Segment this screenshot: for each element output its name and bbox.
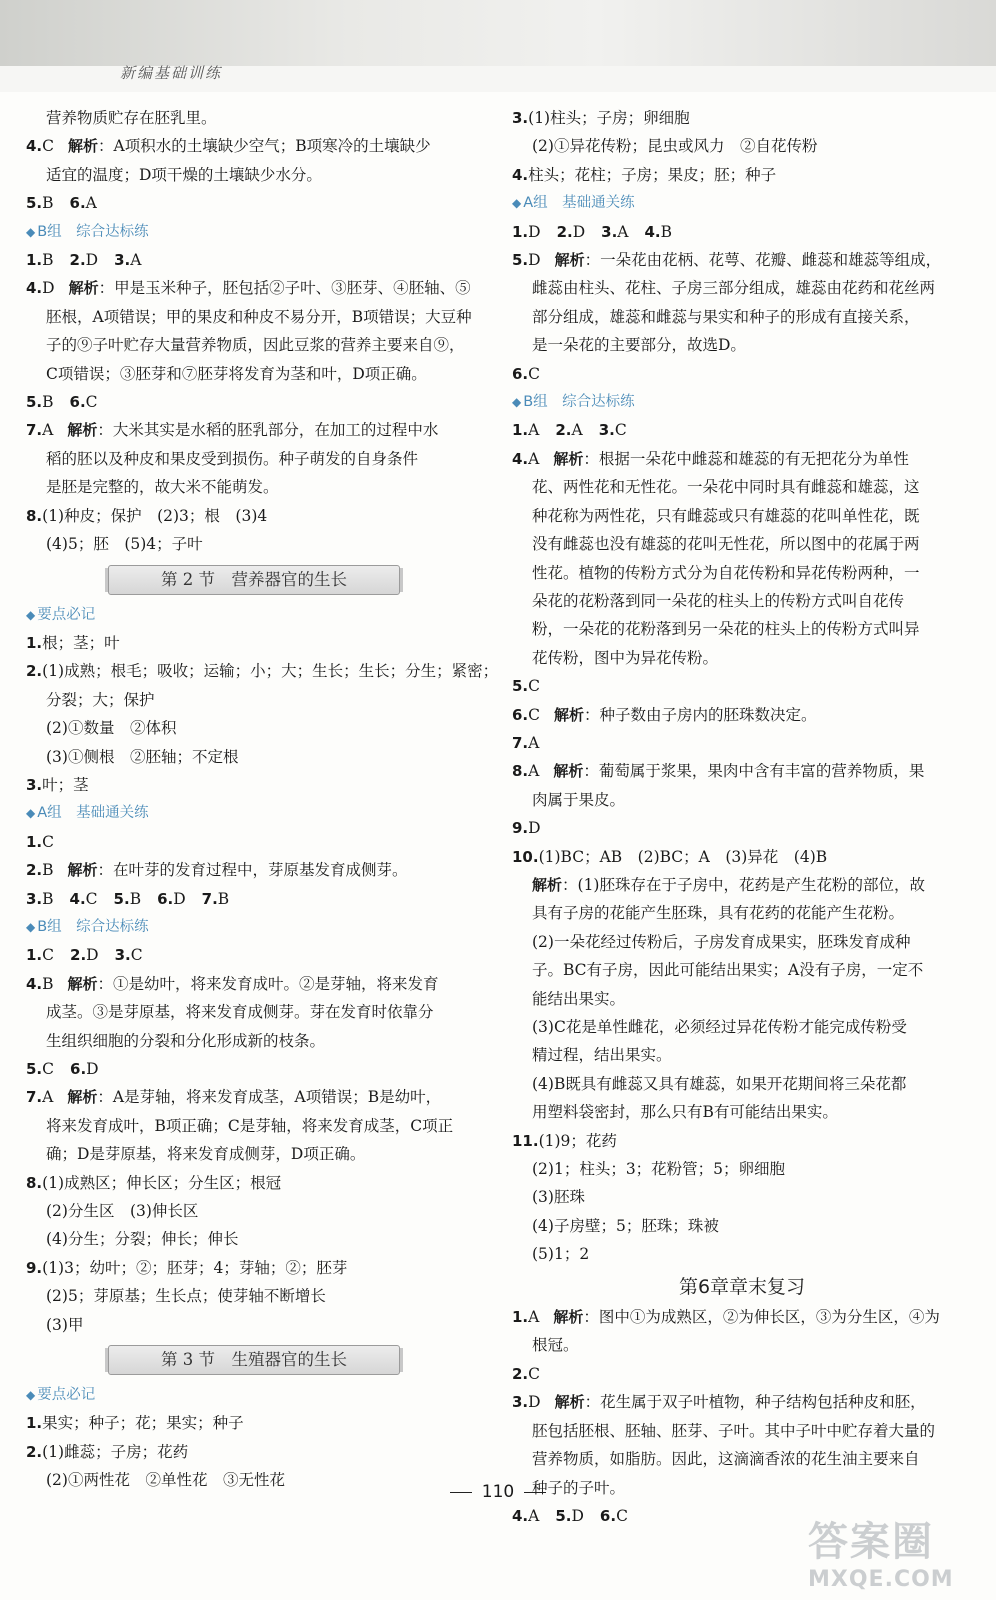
header-band (0, 0, 996, 92)
answer-text-line: 是胚是完整的，故大米不能萌发。 (46, 478, 279, 497)
exercise-group-heading (512, 189, 972, 217)
answer-line (512, 871, 972, 899)
analysis-label: 解析 (554, 705, 585, 724)
answer-text: (1)9；花药 (538, 1131, 617, 1150)
question-number: 6. (69, 393, 86, 412)
answer-choice: C (614, 421, 627, 440)
answer-text-line: 朵花的花粉落到同一朵花的柱头上的传粉方式叫自花传 (532, 591, 905, 610)
answer-text-line: 能结出果实。 (532, 989, 626, 1008)
question-number: 5. (555, 1506, 572, 1525)
question-number: 5. (26, 1060, 43, 1078)
diamond-icon: ◆ (26, 607, 36, 622)
question-number: 2. (26, 1442, 43, 1461)
answer-text: (1)3；幼叶；②；胚芽；4；芽轴；②；胚芽 (42, 1258, 348, 1277)
answer-line (512, 701, 972, 729)
question-number: 1. (26, 1414, 43, 1433)
answer-choice: B (42, 194, 54, 213)
answer-text-line: (2)①异花传粉；昆虫或风力 ②自花传粉 (532, 137, 818, 156)
answer-choice: C (528, 364, 541, 383)
answer-line (26, 502, 496, 530)
question-number: 2. (26, 861, 43, 880)
answer-choice: C (85, 393, 98, 412)
answer-text-line: 雌蕊由柱头、花柱、子房三部分组成，雄蕊由花药和花丝两 (532, 279, 936, 298)
question-number: 4. (26, 279, 43, 298)
analysis-label: 解析 (67, 974, 98, 993)
answer-text-line: (4)5；胚 (5)4；子叶 (46, 535, 203, 554)
group-label: 要点必记 (37, 606, 96, 623)
answer-line (26, 274, 496, 302)
answer-line (512, 246, 972, 274)
question-number: 2. (555, 421, 572, 440)
exercise-group-heading (26, 1381, 496, 1409)
answer-choice: C (85, 889, 98, 908)
answer-line (512, 360, 972, 388)
answer-choice: A (528, 733, 540, 752)
diamond-icon: ◆ (26, 1388, 36, 1403)
answer-text-line: 将来发育成叶，B项正确；C是芽轴，将来发育成茎，C项正 (46, 1116, 454, 1135)
answer-text: ：葡萄属于浆果，果肉中含有丰富的营养物质，果 (583, 762, 925, 781)
answer-line (26, 941, 496, 969)
answer-line (26, 1254, 496, 1282)
question-number: 5. (512, 251, 529, 270)
question-number: 7. (512, 733, 529, 752)
page-footer (0, 1482, 996, 1502)
diamond-icon: ◆ (512, 196, 522, 211)
answer-choice: C (528, 1364, 541, 1383)
answer-choice: B (129, 889, 142, 908)
answer-line (512, 672, 972, 700)
question-number: 5. (113, 889, 130, 908)
exercise-group-heading (26, 601, 496, 629)
answer-line (26, 885, 496, 913)
answer-choice: B (42, 251, 54, 270)
answer-text: ：大米其实是水稻的胚乳部分，在加工的过程中水 (97, 421, 439, 440)
answer-choice: A (528, 421, 540, 440)
answer-text-line: 精过程，结出果实。 (532, 1046, 672, 1065)
analysis-label: 解析 (67, 421, 98, 440)
diamond-icon: ◆ (512, 395, 522, 410)
answer-text-line: 部分组成，雄蕊和雌蕊与果实和种子的形成有直接关系， (532, 307, 920, 326)
answer-choice: C (42, 137, 55, 156)
answer-text-line: 肉属于果皮。 (532, 790, 626, 809)
answer-line (26, 246, 496, 274)
answer-text-line: 胚包括胚根、胚轴、胚芽、子叶。其中子叶中贮存着大量的 (532, 1421, 936, 1440)
analysis-label: 解析 (553, 762, 584, 781)
answer-choice: A (528, 1308, 540, 1327)
answer-text-line: (3)C花是单性雌花，必须经过异花传粉才能完成传粉受 (532, 1018, 907, 1036)
answer-choice: A (130, 251, 142, 270)
question-number: 4. (26, 137, 43, 156)
question-number: 8. (26, 1173, 43, 1192)
answer-line (26, 416, 496, 444)
answer-text-line: (2)一朵花经过传粉后，子房发育成果实，胚珠发育成种 (532, 932, 911, 951)
answer-text: ：(1)胚珠存在于子房中，花药是产生花粉的部位，故 (562, 875, 925, 894)
question-number: 2. (512, 1364, 529, 1383)
watermark-line1: 答案圈 (808, 1519, 934, 1565)
question-number: 7. (201, 889, 218, 908)
answer-text-line: 具有子房的花能产生胚珠，具有花药的花能产生花粉。 (532, 904, 905, 923)
answer-text-line: 适宜的温度；D项干燥的土壤缺少水分。 (46, 165, 322, 184)
question-number: 2. (69, 251, 86, 270)
answer-text-line: 分裂；大；保护 (46, 690, 155, 709)
answer-text-line: (2)1；柱头；3；花粉管；5；卵细胞 (532, 1160, 786, 1179)
exercise-group-heading (26, 218, 496, 246)
answer-choice: A (42, 1088, 54, 1107)
answer-line (26, 629, 496, 657)
answer-choice: B (42, 974, 54, 993)
question-number: 7. (26, 1088, 43, 1107)
answer-choice: B (42, 889, 54, 908)
question-number: 4. (26, 974, 43, 993)
answer-choice: A (85, 194, 97, 213)
question-number: 8. (512, 762, 529, 781)
answer-line (512, 416, 972, 444)
answer-choice: C (616, 1506, 628, 1525)
answer-text: (1)柱头；子房；卵细胞 (528, 109, 690, 127)
question-number: 1. (26, 633, 43, 652)
answer-line (26, 1169, 496, 1197)
analysis-label: 解析 (553, 1308, 584, 1327)
answer-choice: A (617, 222, 629, 241)
answer-text: ：花生属于双子叶植物，种子结构包括种皮和胚， (584, 1393, 926, 1412)
answer-text-line: 胚根，A项错误；甲的果皮和种皮不易分开，B项错误；大豆种 (46, 307, 472, 326)
answer-choice: D (528, 819, 541, 838)
answer-text-line: 种子的子叶。 (532, 1478, 626, 1497)
answer-choice: C (130, 946, 143, 965)
question-number: 3. (601, 222, 618, 241)
answer-choice: C (42, 946, 55, 965)
answer-line (512, 1127, 972, 1155)
answer-choice: A (528, 1506, 540, 1525)
question-number: 7. (26, 421, 43, 440)
footer-dash-right (524, 1492, 546, 1493)
left-column (26, 104, 499, 1495)
answer-text: (1)BC；AB (2)BC；A (3)异花 (4)B (538, 847, 828, 866)
answer-text-line: (3)甲 (46, 1315, 84, 1334)
group-label: B组 综合达标练 (37, 918, 149, 935)
answer-choice: D (528, 251, 541, 270)
answer-text: (1)雌蕊；子房；花药 (42, 1442, 189, 1461)
answer-line (512, 814, 972, 842)
answer-text-line: 稻的胚以及种皮和果皮受到损伤。种子萌发的自身条件 (46, 449, 419, 468)
answer-choice: D (85, 251, 99, 270)
answer-choice: B (42, 393, 54, 412)
question-number: 6. (70, 1060, 87, 1078)
answer-text: (1)成熟区；伸长区；分生区；根冠 (42, 1173, 282, 1192)
answer-line (26, 970, 496, 998)
answer-text: ：在叶芽的发育过程中，芽原基发育成侧芽。 (97, 861, 408, 880)
answer-text-line: 确；D是芽原基，将来发育成侧芽，D项正确。 (46, 1145, 366, 1164)
diamond-icon: ◆ (26, 919, 36, 934)
exercise-group-heading (26, 913, 496, 941)
answer-text-line: 用塑料袋密封，那么只有B有可能结出果实。 (532, 1103, 838, 1122)
answer-text-line: (2)分生区 (3)伸长区 (46, 1202, 199, 1221)
answer-line (26, 388, 496, 416)
answer-line (26, 132, 496, 160)
question-number: 9. (26, 1258, 43, 1277)
answer-text: (1)种皮；保护 (2)3；根 (3)4 (42, 506, 268, 525)
answer-text: ：种子数由子房内的胚珠数决定。 (584, 705, 817, 724)
answer-choice: C (42, 1060, 55, 1078)
answer-choice: A (42, 421, 54, 440)
answer-text: ：①是幼叶，将来发育成叶。②是芽轴，将来发育 (97, 974, 439, 993)
answer-text: (1)成熟；根毛；吸收；运输；小；大；生长；生长；分生；紧密； (42, 662, 499, 681)
question-number: 4. (69, 889, 86, 908)
answer-text-line: (2)①数量 ②体积 (46, 719, 177, 738)
answer-text: ：图中①为成熟区，②为伸长区，③为分生区，④为 (583, 1308, 940, 1327)
answer-text-line: C项错误；③胚芽和⑦胚芽将发育为茎和叶，D项正确。 (46, 364, 427, 383)
analysis-label: 解析 (532, 875, 563, 894)
right-column (512, 104, 972, 1530)
diamond-icon: ◆ (26, 806, 36, 821)
answer-text: ：甲是玉米种子，胚包括②子叶、③胚芽、④胚轴、⑤ (98, 279, 471, 298)
section-title: 第 2 节 营养器官的生长 (108, 565, 400, 595)
analysis-label: 解析 (554, 251, 585, 270)
answer-text-line: (5)1；2 (532, 1245, 590, 1264)
answer-line (512, 1303, 972, 1331)
answer-text: ：根据一朵花中雌蕊和雄蕊的有无把花分为单性 (583, 449, 909, 468)
question-number: 6. (69, 194, 86, 213)
answer-text-line: (4)分生；分裂；伸长；伸长 (46, 1230, 239, 1249)
answer-choice: A (528, 762, 540, 781)
answer-text: 叶；茎 (42, 775, 89, 794)
answer-text-line: 花、两性花和无性花。一朵花中同时具有雌蕊和雄蕊，这 (532, 478, 920, 497)
question-number: 1. (512, 222, 529, 241)
answer-line (512, 757, 972, 785)
answer-choice: D (572, 222, 586, 241)
question-number: 3. (114, 251, 131, 270)
question-number: 3. (26, 775, 43, 794)
answer-line (26, 657, 499, 685)
question-number: 1. (512, 421, 529, 440)
answer-choice: B (42, 861, 54, 880)
answer-line (512, 1360, 972, 1388)
exercise-group-heading (26, 799, 496, 827)
answer-text-line: 子的⑨子叶贮存大量营养物质，因此豆浆的营养主要来自⑨， (46, 336, 465, 355)
answer-text-line: 营养物质，如脂肪。因此，这滴滴香浓的花生油主要来自 (532, 1450, 920, 1469)
question-number: 4. (512, 449, 529, 468)
question-number: 11. (512, 1131, 539, 1150)
question-number: 4. (644, 222, 661, 241)
answer-text-line: 粉，一朵花的花粉落到另一朵花的柱头上的传粉方式叫异 (532, 620, 920, 639)
answer-text-line: (3)①侧根 ②胚轴；不定根 (46, 747, 239, 766)
question-number: 6. (512, 364, 529, 383)
answer-line (512, 218, 972, 246)
question-number: 5. (26, 393, 43, 412)
answer-text-line: (2)5；芽原基；生长点；使芽轴不断增长 (46, 1287, 326, 1306)
question-number: 5. (512, 677, 529, 696)
question-number: 1. (26, 251, 43, 270)
question-number: 3. (512, 1393, 529, 1412)
answer-choice: D (42, 279, 55, 298)
answer-choice: D (86, 1060, 99, 1078)
question-number: 2. (70, 946, 87, 965)
answer-text: 果实；种子；花；果实；种子 (42, 1414, 244, 1433)
answer-line (26, 1438, 496, 1466)
answer-choice: D (528, 1393, 541, 1412)
watermark-line2: MXQE.COM (808, 1567, 954, 1592)
page-number: 110 (481, 1482, 515, 1502)
answer-choice: D (173, 889, 186, 908)
group-label: A组 基础通关练 (37, 805, 149, 822)
answer-choice: B (217, 889, 230, 908)
answer-text-line: 性花。植物的传粉方式分为自花传粉和异花传粉两种，一 (532, 563, 920, 582)
answer-text-line: (4)子房壁；5；胚珠；珠被 (532, 1216, 719, 1235)
question-number: 3. (512, 109, 529, 127)
question-number: 6. (599, 1506, 617, 1525)
answer-line (26, 1409, 496, 1437)
question-number: 1. (26, 832, 43, 851)
answer-line (26, 1055, 496, 1083)
answer-line (512, 445, 972, 473)
answer-text: 根；茎；叶 (42, 633, 120, 652)
answer-text-line: (4)B既具有雌蕊又具有雄蕊，如果开花期间将三朵花都 (532, 1074, 907, 1093)
question-number: 1. (512, 1308, 529, 1327)
answer-line (26, 771, 496, 799)
answer-text-line: 花传粉，图中为异花传粉。 (532, 648, 719, 667)
group-label: B组 综合达标练 (523, 394, 635, 411)
group-label: B组 综合达标练 (37, 223, 149, 240)
watermark-logo (808, 1510, 968, 1592)
question-number: 6. (512, 705, 529, 724)
question-number: 8. (26, 506, 43, 525)
answer-text-line: (3)胚珠 (532, 1188, 585, 1207)
question-number: 4. (512, 165, 529, 184)
answer-text: 柱头；花柱；子房；果皮；胚；种子 (528, 165, 777, 184)
question-number: 5. (26, 194, 43, 213)
answer-text-line: 成茎。③是芽原基，将来发育成侧芽。芽在发育时依靠分 (46, 1003, 434, 1022)
answer-line (26, 189, 496, 217)
question-number: 6. (157, 889, 174, 908)
answer-text-line: (2)①两性花 ②单性花 ③无性花 (46, 1471, 285, 1490)
analysis-label: 解析 (67, 861, 98, 880)
analysis-label: 解析 (68, 279, 99, 298)
answer-line (512, 161, 972, 189)
answer-text-line: 营养物质贮存在胚乳里。 (46, 109, 217, 127)
answer-line (512, 1388, 972, 1416)
answer-line (512, 843, 972, 871)
answer-text-line: 根冠。 (532, 1336, 579, 1355)
answer-choice: C (42, 832, 55, 851)
answer-line (512, 104, 972, 132)
book-title: 新编基础训练 (120, 64, 223, 82)
diamond-icon: ◆ (26, 224, 36, 239)
section-title: 第 3 节 生殖器官的生长 (108, 1345, 400, 1375)
answer-text-line: 是一朵花的主要部分，故选D。 (532, 336, 746, 355)
question-number: 1. (26, 946, 43, 965)
answer-choice: D (86, 946, 99, 965)
answer-text: ：A项积水的土壤缺少空气；B项寒冷的土壤缺少 (98, 137, 431, 156)
answer-line (26, 828, 496, 856)
answer-choice: B (660, 222, 673, 241)
answer-line (26, 1083, 496, 1111)
question-number: 9. (512, 819, 529, 838)
analysis-label: 解析 (68, 137, 99, 156)
answer-text-line: 子。BC有子房，因此可能结出果实；A没有子房，一定不 (532, 961, 924, 980)
exercise-group-heading (512, 388, 972, 416)
answer-choice: C (528, 677, 541, 696)
question-number: 3. (26, 889, 43, 908)
answer-line (26, 856, 496, 884)
footer-dash-left (450, 1492, 472, 1493)
question-number: 4. (512, 1506, 529, 1525)
question-number: 2. (556, 222, 573, 241)
analysis-label: 解析 (554, 1393, 585, 1412)
analysis-label: 解析 (67, 1088, 98, 1107)
answer-choice: A (528, 449, 540, 468)
answer-text-line: 种花称为两性花，只有雌蕊或只有雄蕊的花叫单性花，既 (532, 506, 920, 525)
group-label: A组 基础通关练 (523, 195, 635, 212)
group-label: 要点必记 (37, 1387, 96, 1404)
question-number: 3. (114, 946, 131, 965)
chapter-title: 第6章章末复习 (678, 1275, 806, 1298)
answer-choice: C (528, 705, 541, 724)
answer-choice: D (571, 1506, 584, 1525)
question-number: 3. (598, 421, 615, 440)
question-number: 10. (512, 847, 539, 866)
answer-text: ：A是芽轴，将来发育成茎，A项错误；B是幼叶， (97, 1088, 442, 1107)
answer-choice: A (571, 421, 583, 440)
analysis-label: 解析 (553, 449, 584, 468)
answer-line (512, 729, 972, 757)
answer-choice: D (528, 222, 541, 241)
question-number: 2. (26, 662, 43, 681)
answer-text: ：一朵花由花柄、花萼、花瓣、雌蕊和雄蕊等组成， (584, 251, 942, 270)
answer-text-line: 生组织细胞的分裂和分化形成新的枝条。 (46, 1031, 326, 1050)
answer-text-line: 没有雌蕊也没有雄蕊的花叫无性花，所以图中的花属于两 (532, 535, 920, 554)
